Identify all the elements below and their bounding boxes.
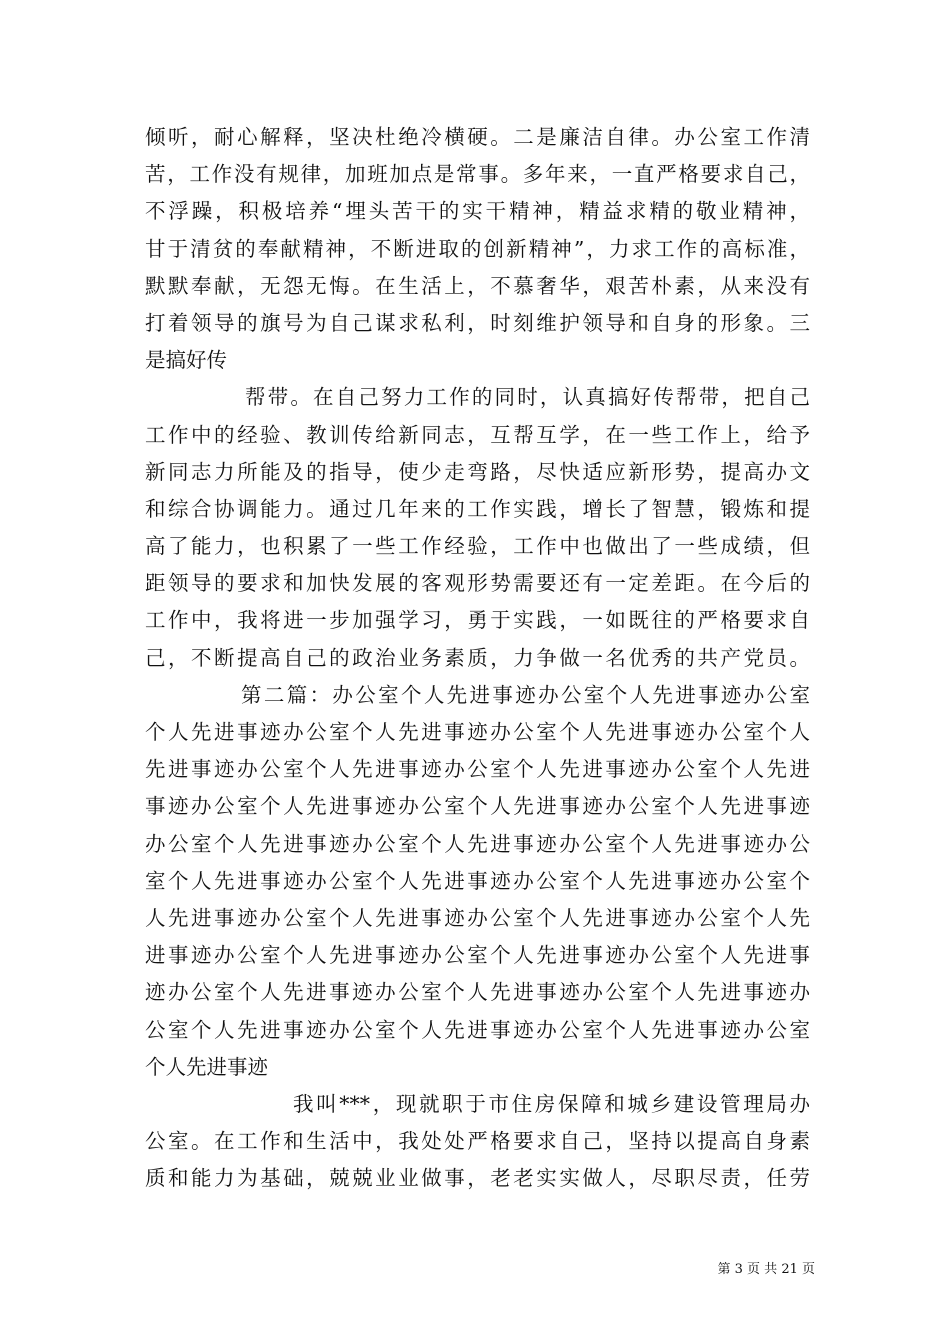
text-line: 进事迹办公室个人先进事迹办公室个人先进事迹办公室个人先进事 [145, 943, 810, 968]
text-line: 工作中，我将进一步加强学习，勇于实践，一如既往的严格要求自 [145, 608, 810, 633]
text-line: 不浮躁，积极培养“埋头苦干的实干精神，精益求精的敬业精神， [145, 199, 810, 224]
text-line: 距领导的要求和加快发展的客观形势需要还有一定差距。在今后的 [145, 571, 810, 596]
text-line: 个人先进事迹办公室个人先进事迹办公室个人先进事迹办公室个人 [145, 720, 810, 744]
body-text [145, 119, 810, 1197]
text-line: 人先进事迹办公室个人先进事迹办公室个人先进事迹办公室个人先 [145, 905, 810, 930]
text-line: 质和能力为基础，兢兢业业做事，老老实实做人，尽职尽责，任劳 [145, 1166, 810, 1191]
text-line: 打着领导的旗号为自己谋求私利，时刻维护领导和自身的形象。三 [145, 310, 810, 335]
text-line: 苦，工作没有规律，加班加点是常事。多年来，一直严格要求自己， [145, 162, 810, 187]
section-heading-line: 第二篇：办公室个人先进事迹办公室个人先进事迹办公室 [241, 682, 810, 707]
text-line: 默默奉献，无怨无悔。在生活上，不慕奢华，艰苦朴素，从来没有 [145, 273, 810, 298]
page-number: 第 3 页 共 21 页 [717, 1262, 815, 1277]
text-line: 己，不断提高自己的政治业务素质，力争做一名优秀的共产党员。 [145, 645, 810, 670]
text-line: 办公室个人先进事迹办公室个人先进事迹办公室个人先进事迹办公 [145, 831, 810, 856]
text-line: 先进事迹办公室个人先进事迹办公室个人先进事迹办公室个人先进 [145, 757, 810, 782]
text-line: 室个人先进事迹办公室个人先进事迹办公室个人先进事迹办公室个 [145, 868, 810, 893]
text-line: 迹办公室个人先进事迹办公室个人先进事迹办公室个人先进事迹办 [145, 980, 810, 1005]
text-line: 公室个人先进事迹办公室个人先进事迹办公室个人先进事迹办公室 [145, 1017, 810, 1042]
text-line: 事迹办公室个人先进事迹办公室个人先进事迹办公室个人先进事迹 [145, 794, 810, 819]
text-line: 新同志力所能及的指导，使少走弯路，尽快适应新形势，提高办文 [145, 459, 810, 484]
text-line: 甘于清贫的奉献精神，不断进取的创新精神”，力求工作的高标准， [145, 236, 810, 261]
text-line: 工作中的经验、教训传给新同志，互帮互学，在一些工作上，给予 [145, 422, 810, 447]
text-line: 和综合协调能力。通过几年来的工作实践，增长了智慧，锻炼和提 [145, 496, 810, 521]
paragraph-start-line: 帮带。在自己努力工作的同时，认真搞好传帮带，把自己 [245, 385, 810, 410]
text-line: 是搞好传 [145, 348, 227, 373]
paragraph-start-line: 我叫***，现就职于市住房保障和城乡建设管理局办 [293, 1091, 810, 1116]
text-line: 高了能力，也积累了一些工作经验，工作中也做出了一些成绩，但 [145, 534, 810, 559]
text-line: 公室。在工作和生活中，我处处严格要求自己，坚持以提高自身素 [145, 1129, 810, 1154]
text-line: 倾听，耐心解释，坚决杜绝冷横硬。二是廉洁自律。办公室工作清 [145, 125, 810, 149]
text-line: 个人先进事迹 [145, 1054, 268, 1079]
